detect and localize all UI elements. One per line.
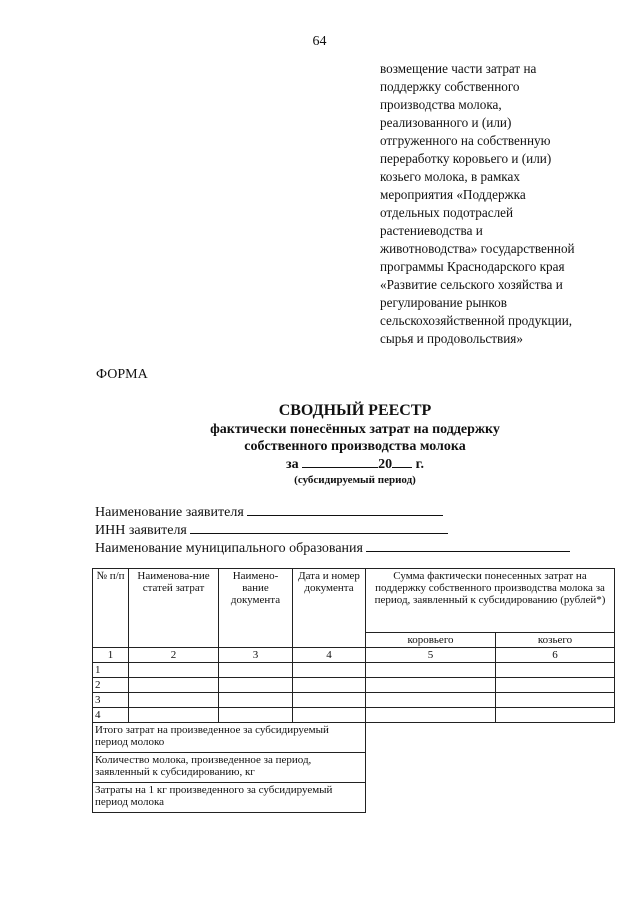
header-sum: Сумма фактически понесенных затрат на поддержку собственного производства молока за период, заявленный к субсидированию (рублей*) (366, 569, 615, 633)
table-cell[interactable] (366, 678, 496, 693)
title-line-3: собственного производства молока (244, 439, 466, 454)
column-number: 1 (93, 648, 129, 663)
table-cell[interactable] (496, 708, 615, 723)
header-cow: коровьего (366, 633, 496, 648)
table-cell[interactable] (496, 663, 615, 678)
table-cell[interactable] (293, 708, 366, 723)
table-cell[interactable] (366, 693, 496, 708)
annex-line: сельскохозяйственной продукции, (380, 313, 573, 328)
table-cell[interactable] (293, 693, 366, 708)
summary-empty (366, 753, 615, 783)
table-cell[interactable] (293, 663, 366, 678)
table-cell[interactable] (496, 678, 615, 693)
applicant-blank[interactable] (247, 503, 443, 516)
table-cell[interactable] (129, 663, 219, 678)
annex-line: мероприятия «Поддержка (380, 187, 526, 202)
table-cell[interactable] (219, 678, 293, 693)
period-year: 20 (378, 457, 393, 472)
municipality-row (95, 539, 570, 557)
title-line-2: фактически понесённых затрат на поддержку (210, 422, 500, 437)
annex-line: отгруженного на собственную (380, 133, 551, 148)
header-cost-items: Наименова-ние статей затрат (129, 569, 219, 648)
header-doc-date: Дата и номер документа (293, 569, 366, 648)
annex-line: поддержку собственного (380, 79, 520, 94)
table-cell[interactable] (129, 693, 219, 708)
table-cell[interactable] (129, 678, 219, 693)
table-header-row (93, 569, 615, 633)
annex-line: сырья и продовольствия» (380, 331, 523, 346)
table-row (93, 678, 615, 693)
summary-row-per-kg (93, 783, 615, 813)
row-number: 4 (93, 708, 129, 723)
summary-empty (366, 783, 615, 813)
annex-line: животноводства» государственной (380, 241, 575, 256)
annex-line: отдельных подотраслей (380, 205, 514, 220)
table-row (93, 693, 615, 708)
annex-line: «Развитие сельского хозяйства и (380, 277, 563, 292)
row-number: 3 (93, 693, 129, 708)
annex-line: возмещение части затрат на (380, 61, 537, 76)
inn-row (95, 521, 570, 539)
page-number: 64 (312, 34, 327, 49)
annex-line: растениеводства и (380, 223, 483, 238)
annex-line: программы Краснодарского края (380, 259, 565, 274)
table-cell[interactable] (219, 693, 293, 708)
summary-total-label: Итого затрат на произведенное за субсидируемый период молоко (93, 723, 366, 753)
period-prefix: за (286, 457, 299, 472)
column-number: 5 (366, 648, 496, 663)
annex-line: регулирование рынков (380, 295, 507, 310)
header-goat: козьего (496, 633, 615, 648)
summary-row-total (93, 723, 615, 753)
period-line (150, 455, 560, 473)
annex-line: производства молока, (380, 97, 502, 112)
applicant-row (95, 503, 570, 521)
column-number: 3 (219, 648, 293, 663)
column-number-row (93, 648, 615, 663)
period-suffix: г. (415, 457, 424, 472)
table-cell[interactable] (366, 663, 496, 678)
table-cell[interactable] (293, 678, 366, 693)
column-number: 6 (496, 648, 615, 663)
registry-table (92, 568, 615, 813)
table-row (93, 663, 615, 678)
inn-label: ИНН заявителя (95, 523, 187, 538)
period-blank-2 (392, 455, 412, 468)
column-number: 4 (293, 648, 366, 663)
annex-line: козьего молока, в рамках (380, 169, 520, 184)
inn-blank[interactable] (190, 521, 448, 534)
table-row (93, 708, 615, 723)
header-doc-name: Наимено-вание документа (219, 569, 293, 648)
period-note: (субсидируемый период) (294, 474, 416, 486)
annex-line: переработку коровьего и (или) (380, 151, 552, 166)
period-blank-1 (302, 455, 378, 468)
table-cell[interactable] (219, 708, 293, 723)
table-cell[interactable] (129, 708, 219, 723)
summary-empty (366, 723, 615, 753)
form-label: ФОРМА (96, 367, 148, 382)
table-cell[interactable] (496, 693, 615, 708)
municipality-blank[interactable] (366, 539, 570, 552)
annex-text (380, 60, 635, 348)
document-title (150, 401, 560, 487)
summary-per-kg-label: Затраты на 1 кг произведенного за субсидируемый период молока (93, 783, 366, 813)
municipality-label: Наименование муниципального образования (95, 541, 363, 556)
applicant-label: Наименование заявителя (95, 505, 244, 520)
title-line-1: СВОДНЫЙ РЕЕСТР (278, 402, 432, 419)
summary-row-quantity (93, 753, 615, 783)
row-number: 1 (93, 663, 129, 678)
row-number: 2 (93, 678, 129, 693)
column-number: 2 (129, 648, 219, 663)
table-cell[interactable] (219, 663, 293, 678)
summary-quantity-label: Количество молока, произведенное за период, заявленный к субсидированию, кг (93, 753, 366, 783)
table-cell[interactable] (366, 708, 496, 723)
header-num: № п/п (93, 569, 129, 648)
annex-line: реализованного и (или) (380, 115, 512, 130)
applicant-fields (95, 503, 570, 557)
